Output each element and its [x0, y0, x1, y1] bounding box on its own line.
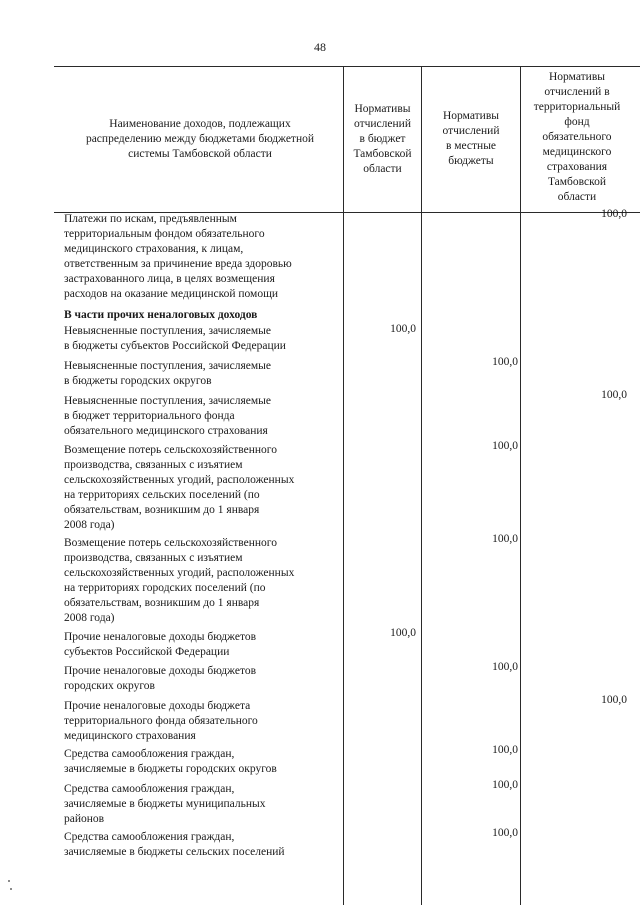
row-label: Средства самообложения граждан, зачисляемые в бюджеты городских округов	[64, 748, 277, 775]
row-label: Платежи по искам, предъявленным территориальным фондом обязательного медицинского страхования, к лицам, ответственным за причинение вреда здоровью застрахованного лица, в целях возмещения расходов на оказание медицинской помощи	[64, 213, 292, 300]
page-number: 48	[314, 40, 326, 54]
local-value: 100,0	[492, 827, 518, 839]
section-heading: В части прочих неналоговых доходов	[64, 309, 258, 321]
fund-value: 100,0	[601, 389, 627, 401]
header-income-name: Наименование доходов, подлежащих распределению между бюджетами бюджетной системы Тамбовской области	[85, 117, 315, 160]
row-label: Средства самообложения граждан, зачисляемые в бюджеты муниципальных районов	[64, 783, 266, 825]
local-value: 100,0	[492, 779, 518, 791]
local-value: 100,0	[492, 533, 518, 545]
regional-value: 100,0	[390, 627, 416, 639]
header-territorial-fund: Нормативы отчислений в территориальный фонд обязательного медицинского страхования Тамбовской области	[533, 70, 621, 203]
row-label: Невыясненные поступления, зачисляемые в бюджеты субъектов Российской Федерации	[64, 325, 286, 352]
row-label: Невыясненные поступления, зачисляемые в бюджеты городских округов	[64, 360, 271, 387]
row-label: Прочие неналоговые доходы бюджетов городских округов	[64, 665, 257, 692]
row-label: Возмещение потерь сельскохозяйственного производства, связанных с изъятием сельскохозяйственных угодий, расположенных на территориях городских поселений (по обязательствам, возникшим до 1 января 2008 года)	[64, 537, 295, 624]
header-regional-budget: Нормативы отчислений в бюджет Тамбовской области	[353, 102, 412, 175]
header-local-budgets: Нормативы отчислений в местные бюджеты	[442, 110, 500, 167]
row-label: Прочие неналоговые доходы бюджета территориального фонда обязательного медицинского страхования	[64, 700, 258, 742]
fund-value: 100,0	[601, 208, 627, 220]
scan-speck	[10, 888, 12, 890]
row-label: Возмещение потерь сельскохозяйственного производства, связанных с изъятием сельскохозяйственных угодий, расположенных на территориях сельских поселений (по обязательствам, возникшим до 1 января 2008 года)	[64, 444, 295, 531]
fund-value: 100,0	[601, 694, 627, 706]
regional-value: 100,0	[390, 323, 416, 335]
local-value: 100,0	[492, 356, 518, 368]
local-value: 100,0	[492, 661, 518, 673]
row-label: Средства самообложения граждан, зачисляемые в бюджеты сельских поселений	[64, 831, 285, 858]
local-value: 100,0	[492, 440, 518, 452]
local-value: 100,0	[492, 744, 518, 756]
row-label: Прочие неналоговые доходы бюджетов субъектов Российской Федерации	[64, 631, 257, 658]
row-label: Невыясненные поступления, зачисляемые в бюджет территориального фонда обязательного медицинского страхования	[64, 395, 271, 437]
scan-speck	[8, 880, 10, 882]
